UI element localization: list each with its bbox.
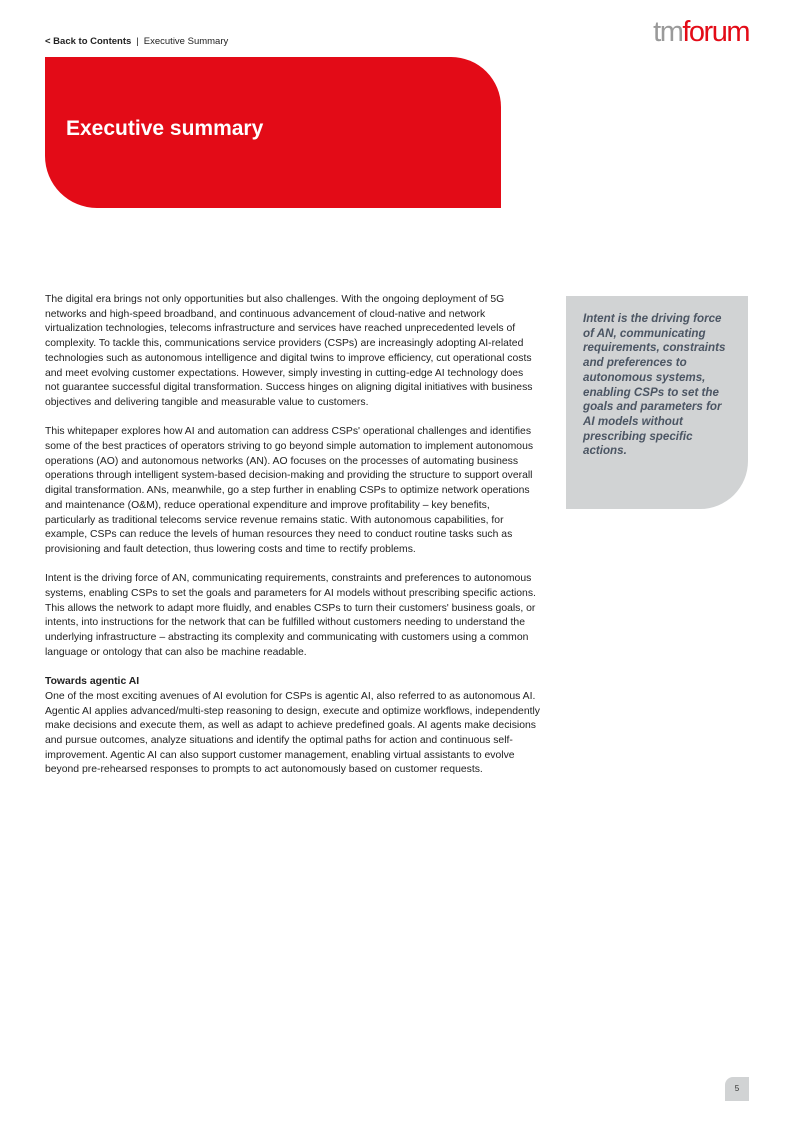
section-heading: Towards agentic AI: [45, 676, 140, 688]
paragraph: Intent is the driving force of AN, communicating requirements, constraints and preferences to autonomous systems, enabling CSPs to set the goals and parameters for AI models without prescribing specific actions. This allows the network to adapt more fluidly, and enables CSPs to turn their customers' business goals, or intents, into instructions for the network that can be fulfilled without customers needing to understand the underlying infrastructure – abstracting its complexity and communicating with customers using a common language or ontology that can also be machine readable.: [45, 573, 536, 658]
pull-quote-box: [566, 296, 748, 509]
page-number: 5: [725, 1077, 749, 1101]
back-to-contents-link[interactable]: < Back to Contents: [45, 36, 132, 47]
logo-forum: forum: [682, 16, 749, 48]
page-title: Executive summary: [66, 117, 264, 140]
breadcrumb-section: Executive Summary: [143, 36, 229, 47]
paragraph: This whitepaper explores how AI and automation can address CSPs' operational challenges and identifies some of the best practices of operators striving to go beyond simple automation to implement autonomous operations (AO) and autonomous networks (AN). AO focuses on the processes of automating business operations through intelligent system-based decision-making and providing the structure to support overall digital transformation. ANs, meanwhile, go a step further in enabling CSPs to optimize network operations and maintenance (O&M), reduce operational expenditure and improve profitability – key benefits, particularly as traditional telecoms service revenue remains static. With autonomous capabilities, for example, CSPs can reduce the levels of human resources they need to conduct routine tasks such as provisioning and fault detection, thus lowering costs and time to rectify problems.: [45, 426, 534, 555]
main-body: [45, 293, 540, 793]
breadcrumb-separator: |: [136, 36, 139, 47]
pull-quote-text: Intent is the driving force of AN, communicating requirements, constraints and preferences to autonomous systems, enabling CSPs to set the goals and parameters for AI models without prescribing specific actions.: [583, 312, 726, 458]
breadcrumb: [45, 36, 228, 47]
section-paragraph: One of the most exciting avenues of AI evolution for CSPs is agentic AI, also referred to as autonomous AI. Agentic AI applies advanced/multi-step reasoning to design, execute and optimize workflows, independently make decisions and execute them, as well as adapt to achieve predefined goals. AI agents make decisions and pursue outcomes, analyze situations and identify the optimal paths for action and continuous self-improvement. Agentic AI can also support customer management, enabling virtual assistants to evolve beyond pre-rehearsed responses to prompts to act autonomously based on customer requests.: [45, 690, 541, 776]
tmforum-logo: [653, 16, 749, 49]
logo-tm: tm: [653, 16, 683, 48]
paragraph: The digital era brings not only opportunities but also challenges. With the ongoing deployment of 5G networks and high-speed broadband, and continuous advancement of cloud-native and network virtualization technologies, telecoms infrastructure and services have reached unprecedented levels of complexity. To tackle this, communications service providers (CSPs) are increasingly adopting AI-related technologies such as autonomous intelligence and digital twins to improve efficiency, cut operational costs and meet evolving customer expectations. However, simply investing in cutting-edge AI technology does not guarantee successful digital transformation. Success hinges on aligning digital initiatives with business objectives and delivering tangible and measurable value to customers.: [45, 294, 533, 408]
hero-banner: [45, 57, 501, 208]
